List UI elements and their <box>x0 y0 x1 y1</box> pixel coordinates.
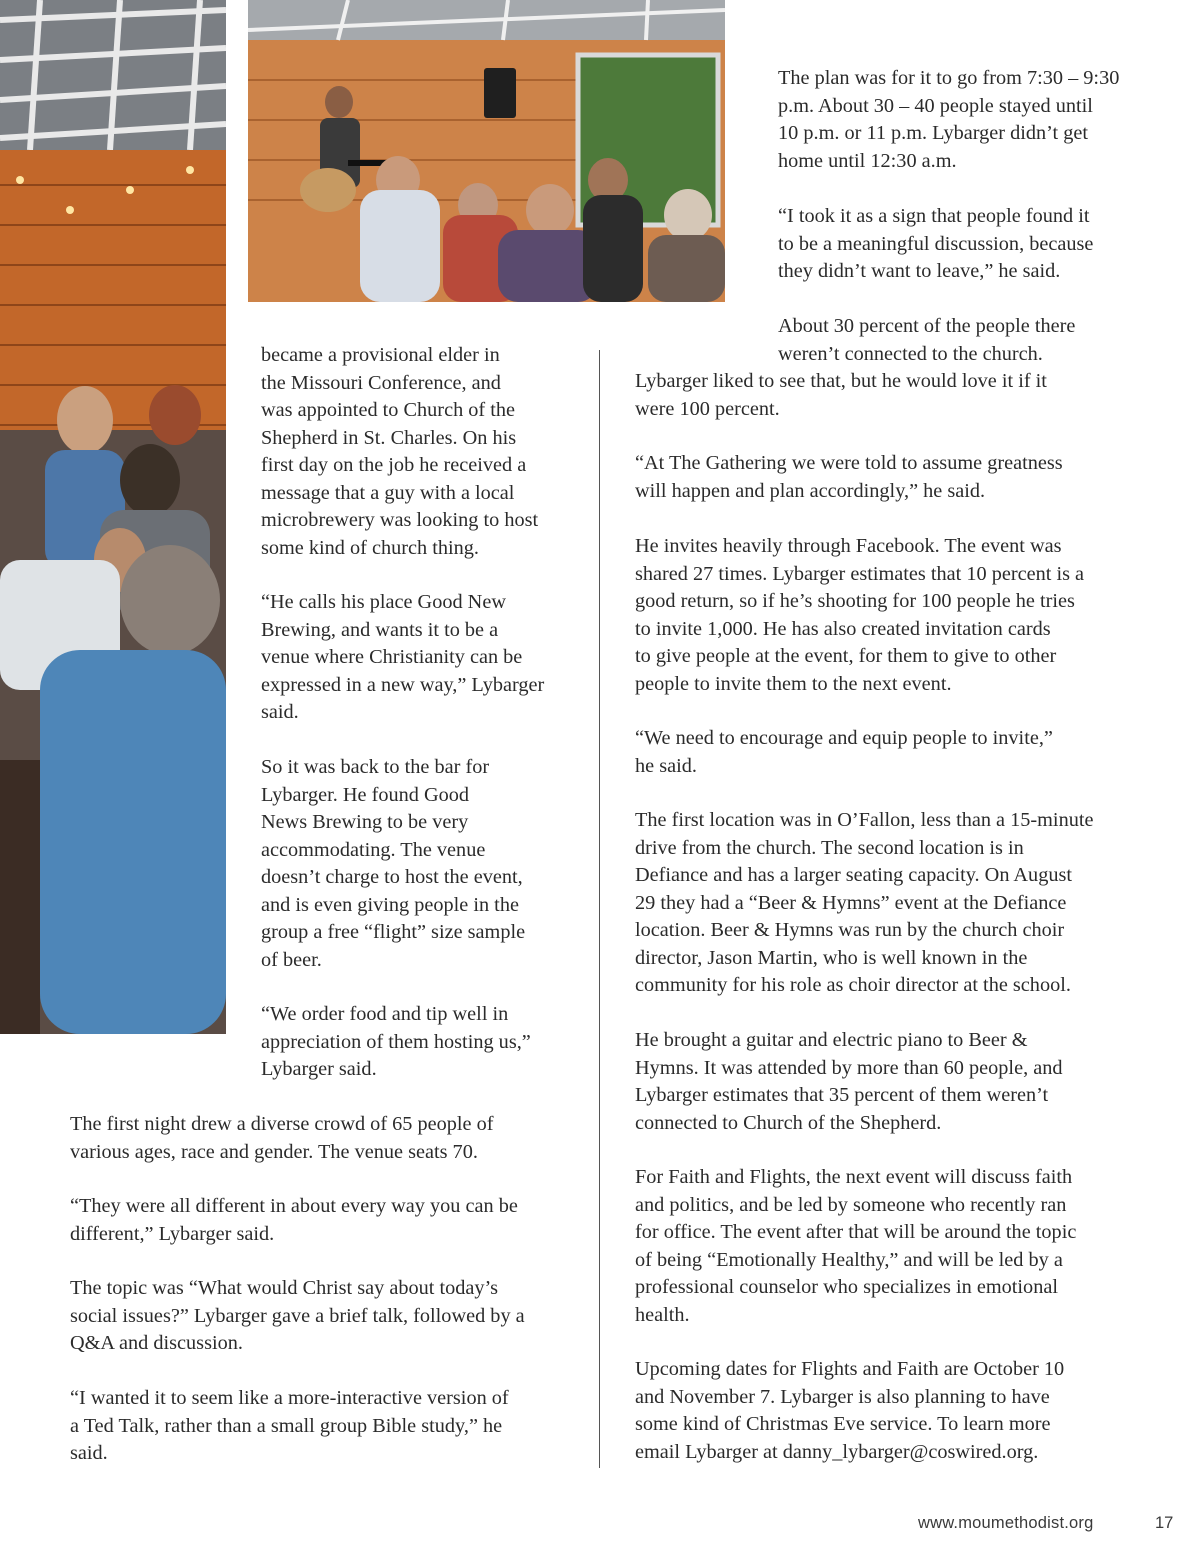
column-divider <box>599 350 600 1468</box>
body-paragraph: The first night drew a diverse crowd of 65 people of various ages, race and gender. The venue seats 70. <box>70 1113 494 1163</box>
body-paragraph: Upcoming dates for Flights and Faith are October 10 and November 7. Lybarger is also planning to have some kind of Christmas Eve service. To learn more email Lybarger at danny_lybarger@coswired.org. <box>635 1358 1065 1463</box>
body-paragraph: About 30 percent of the people there weren’t connected to the church. <box>778 315 1076 365</box>
body-paragraph: became a provisional elder in the Missouri Conference, and was appointed to Church of the Shepherd in St. Charles. On his first day on the job he received a message that a guy with a local microbrewery was looking to host some kind of church thing. <box>261 344 539 559</box>
body-paragraph: The topic was “What would Christ say about today’s social issues?” Lybarger gave a brief talk, followed by a Q&A and discussion. <box>70 1277 525 1354</box>
body-paragraph: “We need to encourage and equip people to invite,” he said. <box>635 727 1053 777</box>
page-number: 17 <box>1155 1514 1174 1532</box>
audience-photo <box>0 0 226 1034</box>
footer-website: www.moumethodist.org <box>918 1514 1094 1532</box>
body-paragraph: “I took it as a sign that people found it to be a meaningful discussion, because they didn’t want to leave,” he said. <box>778 205 1094 282</box>
body-paragraph: He brought a guitar and electric piano to Beer & Hymns. It was attended by more than 60 people, and Lybarger estimates that 35 percent of them weren’t connected to Church of the Shepherd. <box>635 1029 1063 1134</box>
body-paragraph: So it was back to the bar for Lybarger. He found Good News Brewing to be very accommodating. The venue doesn’t charge to host the event, and is even giving people in the group a free “flight” size sample of beer. <box>261 756 526 971</box>
body-paragraph: Lybarger liked to see that, but he would love it if it were 100 percent. <box>635 370 1047 420</box>
body-paragraph: “He calls his place Good New Brewing, and wants it to be a venue where Christianity can be expressed in a new way,” Lybarger said. <box>261 591 545 723</box>
body-paragraph: The first location was in O’Fallon, less than a 15-minute drive from the church. The second location is in Defiance and has a larger seating capacity. On August 29 they had a “Beer & Hymns” event at the Defiance location. Beer & Hymns was run by the church choir director, Jason Martin, who is well known in the community for his role as choir director at the school. <box>635 809 1094 996</box>
body-paragraph: “At The Gathering we were told to assume greatness will happen and plan accordingly,” he said. <box>635 452 1063 502</box>
body-paragraph: “I wanted it to seem like a more-interactive version of a Ted Talk, rather than a small group Bible study,” he said. <box>70 1387 509 1464</box>
audience-photo-illustration <box>0 0 226 1034</box>
performer-photo-illustration <box>248 0 725 302</box>
body-paragraph: For Faith and Flights, the next event will discuss faith and politics, and be led by someone who recently ran for office. The event after that will be around the topic of being “Emotionally Healthy,” and will be led by a professional counselor who specializes in emotional health. <box>635 1166 1077 1326</box>
performer-photo <box>248 0 725 302</box>
body-paragraph: “We order food and tip well in appreciation of them hosting us,” Lybarger said. <box>261 1003 531 1080</box>
body-paragraph: “They were all different in about every way you can be different,” Lybarger said. <box>70 1195 518 1245</box>
body-paragraph: The plan was for it to go from 7:30 – 9:30 p.m. About 30 – 40 people stayed until 10 p.m. or 11 p.m. Lybarger didn’t get home until 12:30 a.m. <box>778 67 1120 172</box>
body-paragraph: He invites heavily through Facebook. The event was shared 27 times. Lybarger estimates that 10 percent is a good return, so if he’s shooting for 100 people he tries to invite 1,000. He has also created invitation cards to give people at the event, for them to give to other people to invite them to the next event. <box>635 535 1085 695</box>
